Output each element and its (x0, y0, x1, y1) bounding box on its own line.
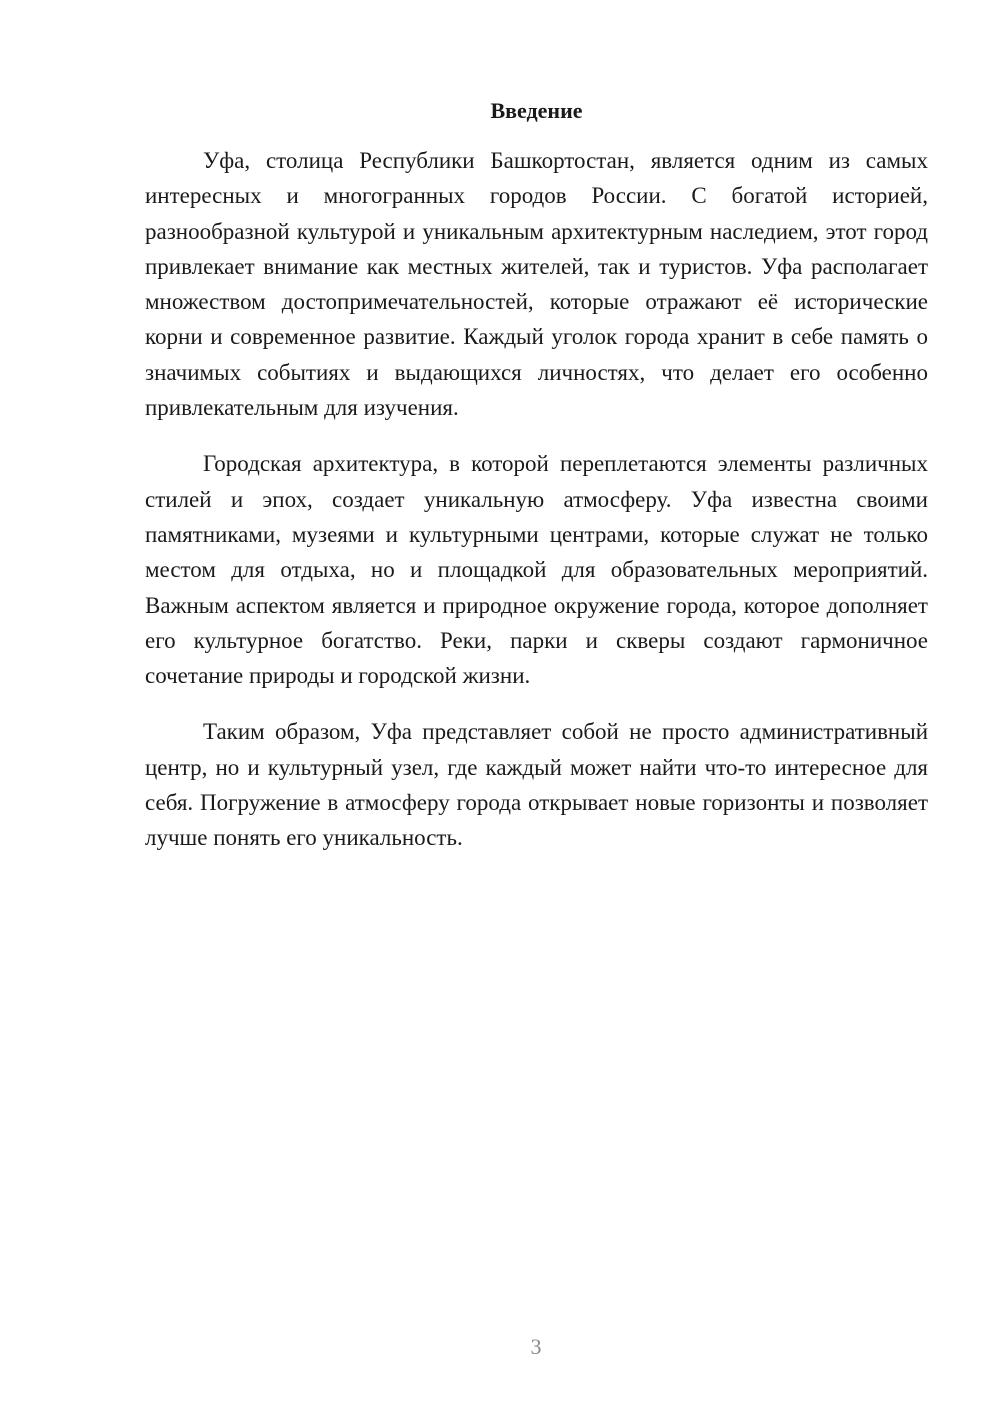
page-number: 3 (530, 1334, 542, 1359)
paragraph-2: Городская архитектура, в которой переплетаются элементы различных стилей и эпох, создает уникальную атмосферу. Уфа известна своими памятниками, музеями и культурными центрами, которые служат не только местом для отдыха, но и площадкой для образовательных мероприятий. Важным аспектом является и природное окружение города, которое дополняет его культурное богатство. Реки, парки и скверы создают гармоничное сочетание природы и городской жизни. (145, 451, 928, 689)
page-title: Введение (490, 98, 583, 123)
paragraph-3: Таким образом, Уфа представляет собой не просто административный центр, но и культурный узел, где каждый может найти что-то интересное для себя. Погружение в атмосферу города открывает новые горизонты и позволяет лучше понять его уникальность. (145, 719, 928, 851)
paragraph-1: Уфа, столица Республики Башкортостан, является одним из самых интересных и многогранных городов России. С богатой историей, разнообразной культурой и уникальным архитектурным наследием, этот город привлекает внимание как местных жителей, так и туристов. Уфа располагает множеством достопримечательностей, которые отражают её исторические корни и современное развитие. Каждый уголок города хранит в себе память о значимых событиях и выдающихся личностях, что делает его особенно привлекательным для изучения. (145, 148, 928, 421)
document-body (145, 143, 928, 877)
